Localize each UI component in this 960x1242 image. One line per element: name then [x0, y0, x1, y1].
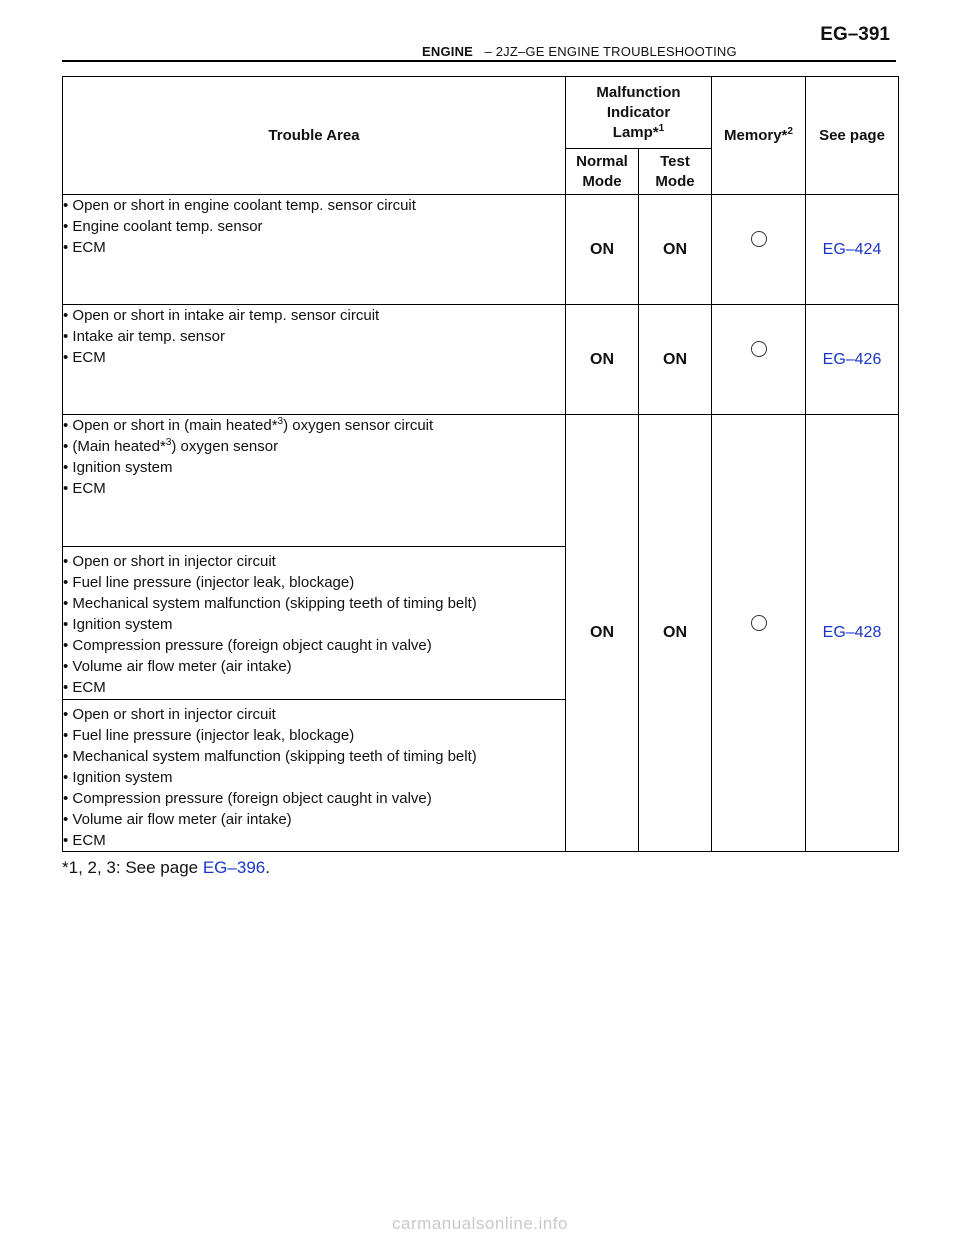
normal-mode-value: ON [566, 195, 639, 305]
see-page-link[interactable]: EG–428 [806, 415, 899, 852]
header-memory: Memory*$^2$ [712, 77, 806, 195]
page-number: EG–391 [820, 24, 890, 45]
header-test-mode: Test Mode [639, 149, 712, 195]
trouble-area-cell: • Open or short in (main heated*$^3$) oxygen sensor circuit • (Main heated*$^3$) oxygen sensor • Ignition system • ECM [63, 415, 566, 547]
footnote: *1, 2, 3: See page EG–396. [62, 858, 270, 877]
header-rule [62, 60, 896, 62]
normal-mode-value: ON [566, 415, 639, 852]
memory-cell [712, 415, 806, 852]
trouble-table [62, 76, 899, 852]
circle-icon [751, 341, 767, 357]
trouble-area-cell: • Open or short in engine coolant temp. sensor circuit • Engine coolant temp. sensor • ECM [63, 195, 566, 305]
table-row [63, 195, 899, 305]
page-header [62, 24, 896, 62]
header-see-page: See page [806, 77, 899, 195]
table-row [63, 415, 899, 547]
header-trouble-area: Trouble Area [63, 77, 566, 195]
test-mode-value: ON [639, 415, 712, 852]
table-row [63, 305, 899, 415]
footnote-link[interactable]: EG–396 [202, 858, 266, 877]
test-mode-value: ON [639, 195, 712, 305]
section-title: ENGINE – 2JZ–GE ENGINE TROUBLESHOOTING [422, 44, 737, 59]
memory-cell [712, 305, 806, 415]
see-page-link[interactable]: EG–424 [806, 195, 899, 305]
trouble-area-cell: • Open or short in injector circuit • Fuel line pressure (injector leak, blockage) • Mechanical system malfunction (skipping teeth of timing belt) • Ignition system • Compression pressure (foreign object caught in valve) • Volume air flow meter (air intake) • ECM [63, 547, 566, 700]
normal-mode-value: ON [566, 305, 639, 415]
header-mil: Malfunction Indicator Lamp*$^1$ [566, 77, 712, 149]
circle-icon [751, 231, 767, 247]
trouble-area-cell: • Open or short in injector circuit • Fuel line pressure (injector leak, blockage) • Mechanical system malfunction (skipping teeth of timing belt) • Ignition system • Compression pressure (foreign object caught in valve) • Volume air flow meter (air intake) • ECM [63, 700, 566, 852]
see-page-link[interactable]: EG–426 [806, 305, 899, 415]
memory-cell [712, 195, 806, 305]
test-mode-value: ON [639, 305, 712, 415]
trouble-area-cell: • Open or short in intake air temp. sensor circuit • Intake air temp. sensor • ECM [63, 305, 566, 415]
circle-icon [751, 615, 767, 631]
watermark: carmanualsonline.info [392, 1214, 568, 1233]
header-normal-mode: Normal Mode [566, 149, 639, 195]
